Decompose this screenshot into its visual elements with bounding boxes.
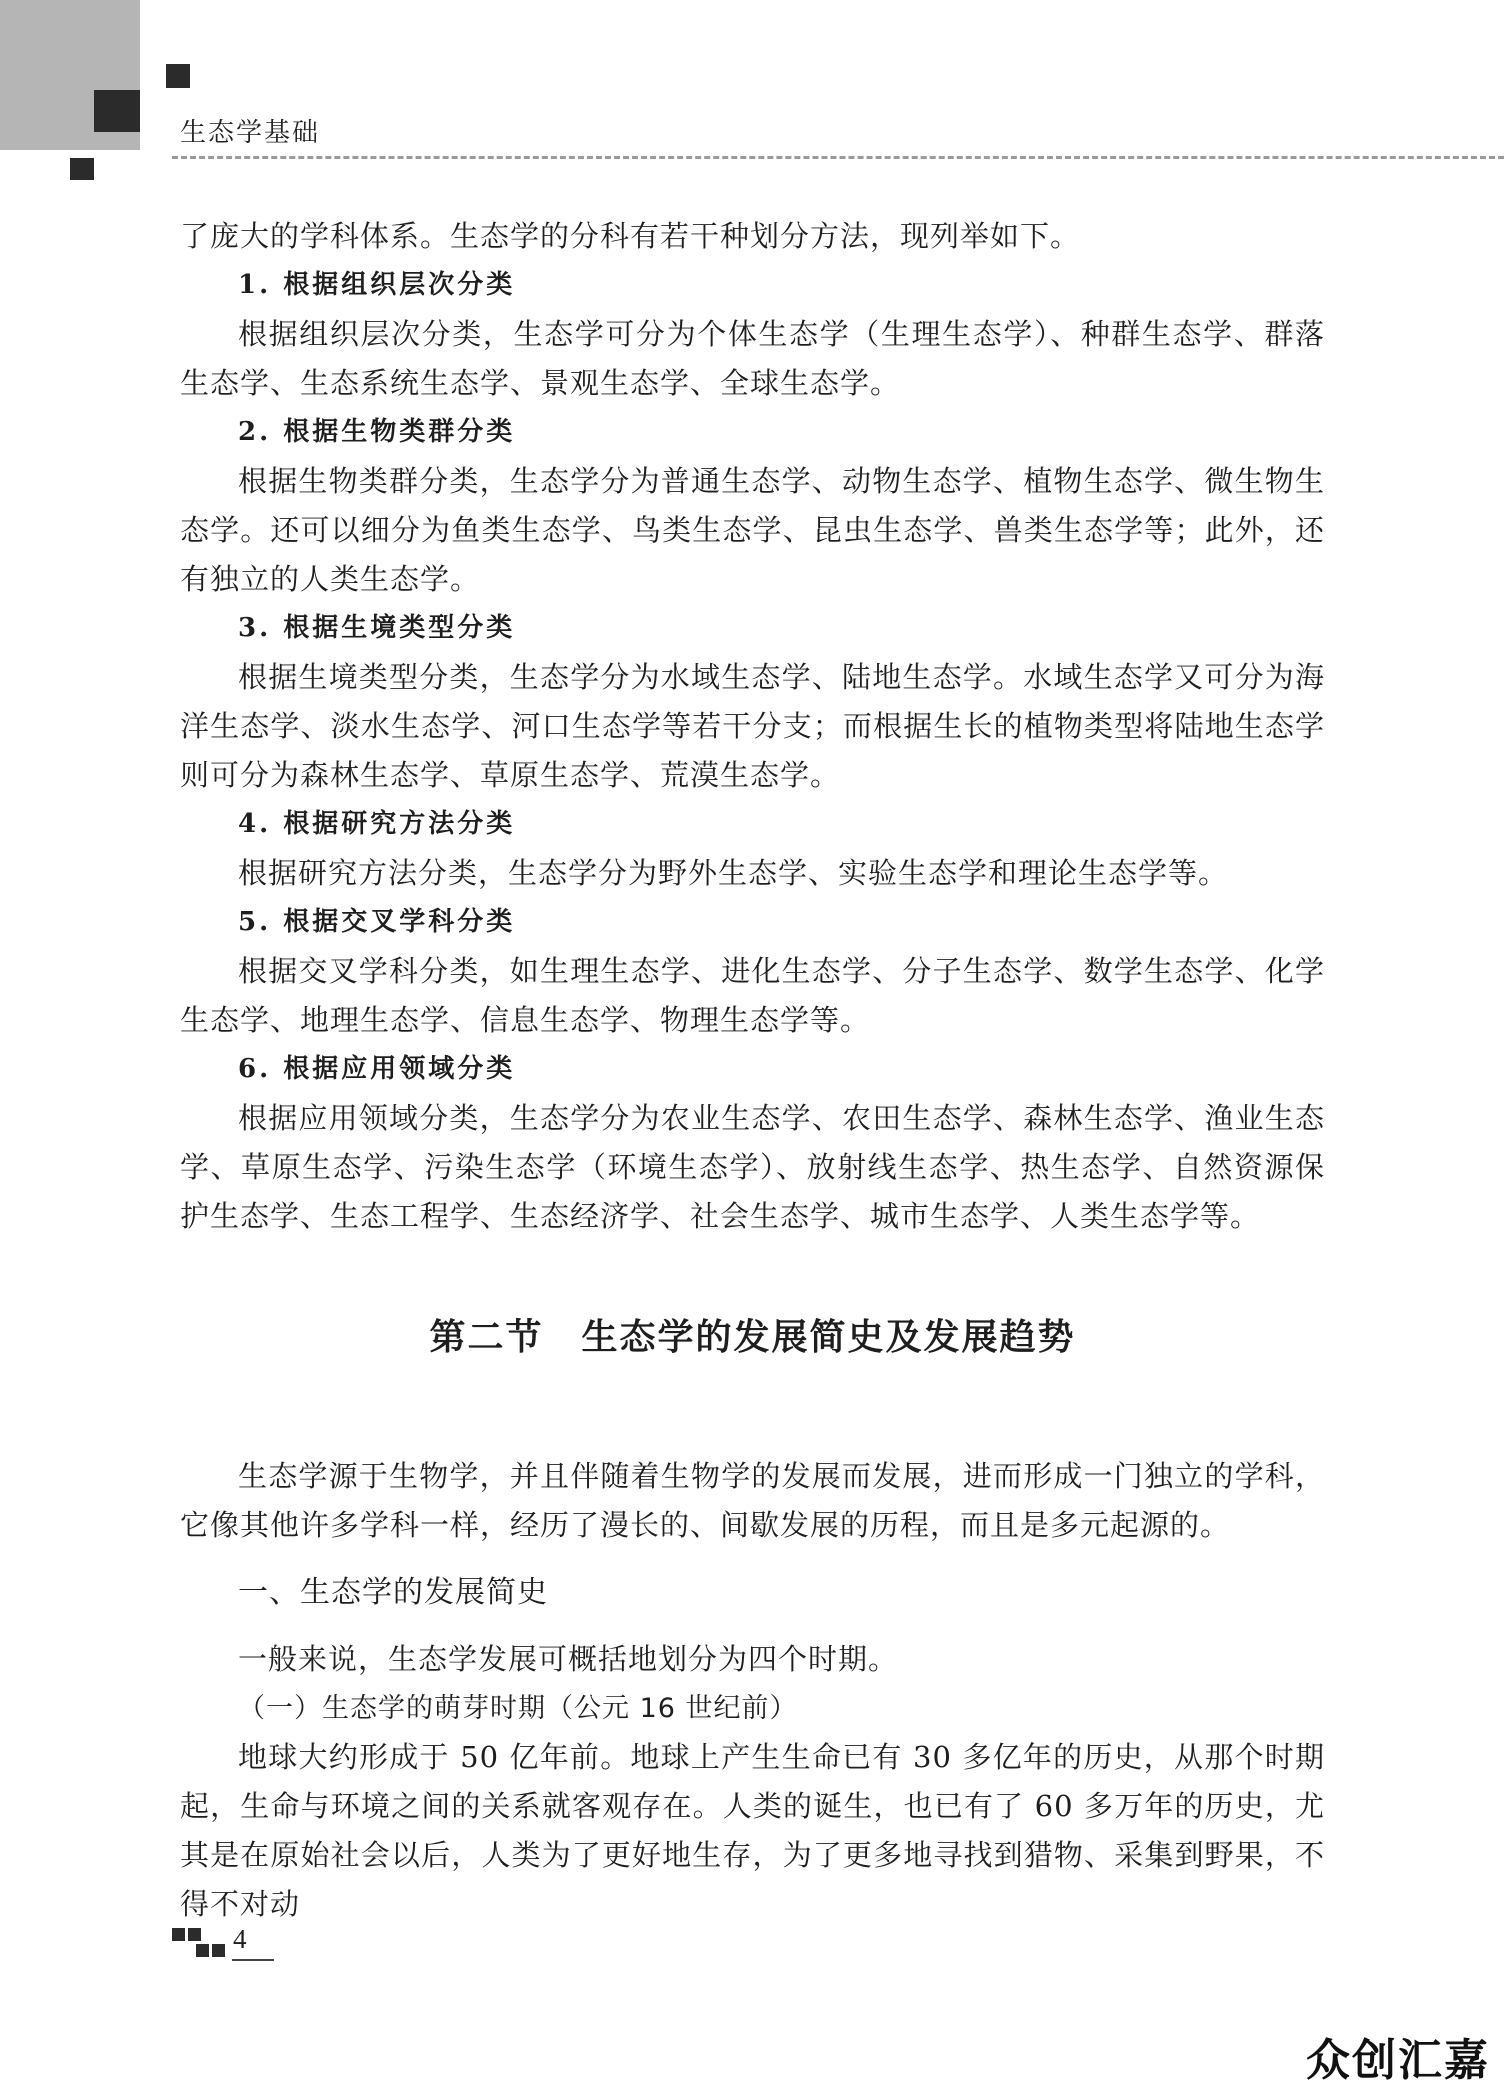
subsection-heading: 一、生态学的发展简史 (238, 1575, 548, 1610)
header-dark-square (94, 90, 140, 132)
header-dark-square (70, 158, 94, 180)
watermark-logo: 众创汇嘉 (1306, 2035, 1490, 2086)
classification-heading: 1. 根据组织层次分类 (238, 270, 516, 300)
classification-text: 根据研究方法分类，生态学分为野外生态学、实验生态学和理论生态学等。 (238, 856, 1229, 890)
footer-square (212, 1944, 225, 1957)
classification-heading: 2. 根据生物类群分类 (238, 417, 516, 447)
footer-square (172, 1928, 185, 1941)
sub-subsection-heading: （一）生态学的萌芽时期（公元 16 世纪前） (238, 1693, 798, 1724)
classification-heading: 5. 根据交叉学科分类 (238, 907, 516, 937)
classification-heading: 4. 根据研究方法分类 (238, 809, 516, 839)
section-intro: 生态学源于生物学，并且伴随着生物学的发展而发展，进而形成一门独立的学科，它像其他许多学科一样，经历了漫长的、间歇发展的历程，而且是多元起源的。 (180, 1459, 1325, 1542)
classification-heading: 6. 根据应用领域分类 (238, 1054, 516, 1084)
footer-rule (232, 1959, 274, 1961)
classification-text: 根据应用领域分类，生态学分为农业生态学、农田生态学、森林生态学、渔业生态学、草原生态学、污染生态学（环境生态学）、放射线生态学、热生态学、自然资源保护生态学、生态工程学、生态经济学、社会生态学、城市生态学、人类生态学等。 (180, 1101, 1325, 1233)
section-title: 第二节 生态学的发展简史及发展趋势 (429, 1317, 1076, 1358)
classification-text: 根据生物类群分类，生态学分为普通生态学、动物生态学、植物生态学、微生物生态学。还可以细分为鱼类生态学、鸟类生态学、昆虫生态学、兽类生态学等；此外，还有独立的人类生态学。 (180, 464, 1325, 596)
classification-text: 根据生境类型分类，生态学分为水域生态学、陆地生态学。水域生态学又可分为海洋生态学、淡水生态学、河口生态学等若干分支；而根据生长的植物类型将陆地生态学则可分为森林生态学、草原生态学、荒漠生态学。 (180, 660, 1325, 792)
sub-subsection-text: 地球大约形成于 50 亿年前。地球上产生生命已有 30 多亿年的历史，从那个时期起，生命与环境之间的关系就客观存在。人类的诞生，也已有了 60 多万年的历史，尤其是在原始社会以后，人类为了更好地生存，为了更多地寻找到猎物、采集到野果，不得不对动 (180, 1740, 1325, 1921)
header-dashed-rule (172, 156, 1504, 159)
footer-square (188, 1928, 201, 1941)
classification-text: 根据交叉学科分类，如生理生态学、进化生态学、分子生态学、数学生态学、化学生态学、地理生态学、信息生态学、物理生态学等。 (180, 954, 1325, 1037)
header-dark-square (166, 64, 190, 88)
running-header-title: 生态学基础 (180, 118, 321, 148)
page-content (180, 212, 1325, 1929)
footer-square (196, 1944, 209, 1957)
page-number: 4 (233, 1924, 247, 1954)
classification-heading: 3. 根据生境类型分类 (238, 613, 516, 643)
classification-text: 根据组织层次分类，生态学可分为个体生态学（生理生态学）、种群生态学、群落生态学、生态系统生态学、景观生态学、全球生态学。 (180, 317, 1325, 400)
subsection-text: 一般来说，生态学发展可概括地划分为四个时期。 (238, 1642, 899, 1676)
intro-line: 了庞大的学科体系。生态学的分科有若干种划分方法，现列举如下。 (180, 219, 1081, 253)
